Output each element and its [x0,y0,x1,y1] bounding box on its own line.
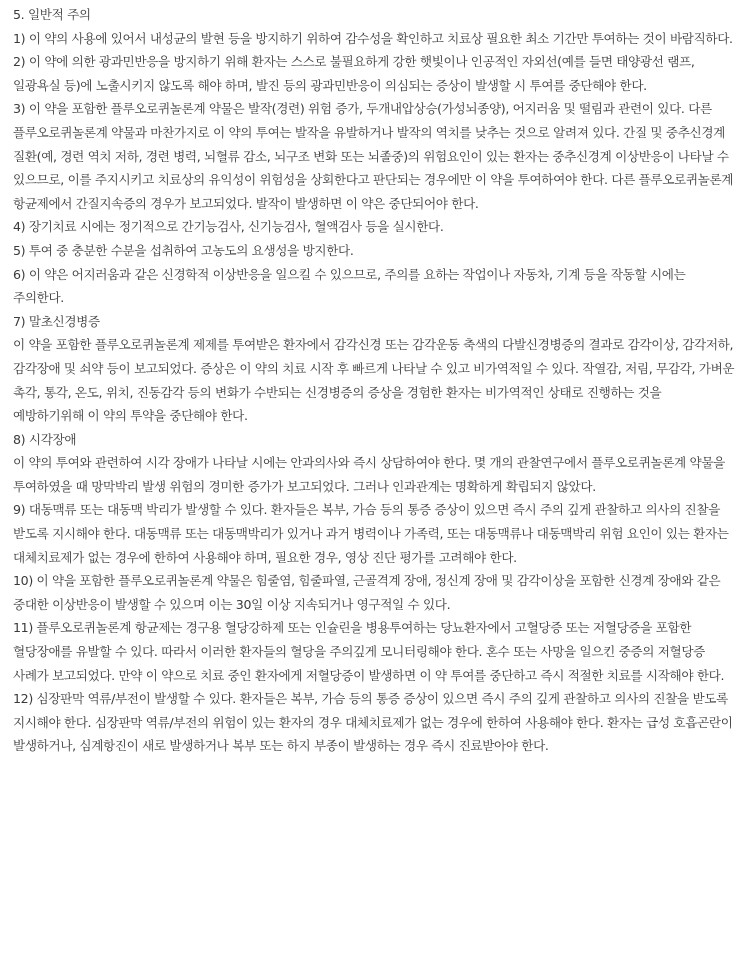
precaution-item-1: 1) 이 약의 사용에 있어서 내성균의 발현 등을 방지하기 위하여 감수성을 확인하고 치료상 필요한 최소 기간만 투여하는 것이 바람직하다. [13,30,733,46]
precaution-item-8-heading: 8) 시각장애 [13,431,77,447]
precaution-item-10: 10) 이 약을 포함한 플루오로퀴놀론계 약물은 힘줄염, 힘줄파열, 근골격계 장애, 정신계 장애 및 감각이상을 포함한 신경계 장애와 같은 중대한 이상반응이 발생할 수 있으며 이는 30일 이상 지속되거나 영구적일 수 있다. [13,573,721,612]
precaution-item-6: 6) 이 약은 어지러움과 같은 신경학적 이상반응을 일으킬 수 있으므로, 주의를 요하는 작업이나 자동차, 기계 등을 작동할 시에는 주의한다. [13,266,686,306]
precaution-item-7-body: 이 약을 포함한 플루오로퀴놀론계 제제를 투여받은 환자에서 감각신경 또는 감각운동 축색의 다발신경병증의 결과로 감각이상, 감각저하, 감각장애 및 쇠약 등이 보고되었다. 증상은 이 약의 치료 시작 후 빠르게 나타날 수 있고 비가역적일 수 있다. 작열감, 저림, 무감각, 가벼운 촉각, 통각, 온도, 위치, 진동감각 등의 변화가 수반되는 신경병증의 증상을 경험한 환자는 비가역적인 상태로 진행하는 것을 예방하기위해 이 약의 투약을 중단해야 한다. [13,337,735,424]
precaution-item-2: 2) 이 약에 의한 광과민반응을 방지하기 위해 환자는 스스로 불필요하게 강한 햇빛이나 인공적인 자외선(예를 들면 태양광선 램프, 일광욕실 등)에 노출시키지 않도록 해야 하며, 발진 등의 광과민반응이 의심되는 증상이 발생할 시 투여를 중단해야 한다. [13,54,695,93]
precaution-item-7-heading: 7) 말초신경병증 [13,313,100,329]
precaution-item-8-body: 이 약의 투여와 관련하여 시각 장애가 나타날 시에는 안과의사와 즉시 상담하여야 한다. 몇 개의 관찰연구에서 플루오로퀴놀론계 약물을 투여하였을 때 망막박리 발생 위험의 경미한 증가가 보고되었다. 그러나 인과관계는 명확하게 확립되지 않았다. [13,455,725,494]
precaution-item-12: 12) 심장판막 역류/부전이 발생할 수 있다. 환자들은 복부, 가슴 등의 통증 증상이 있으면 즉시 주의 깊게 관찰하고 의사의 진찰을 받도록 지시해야 한다. 심장판막 역류/부전의 위험이 있는 환자의 경우 대체치료제가 없는 경우에 한하여 사용해야 한다. 환자는 급성 호흡곤란이 발생하거나, 심계항진이 새로 발생하거나 복부 또는 하지 부종이 발생하는 경우 즉시 진료받아야 한다. [13,691,733,754]
precaution-item-11: 11) 플루오로퀴놀론계 항균제는 경구용 혈당강하제 또는 인슐린을 병용투여하는 당뇨환자에서 고혈당증 또는 저혈당증을 포함한 혈당장애를 유발할 수 있다. 따라서 이러한 환자들의 혈당을 주의깊게 모니터링해야 한다. 혼수 또는 사망을 일으킨 중증의 저혈당증 사례가 보고되었다. 만약 이 약으로 치료 중인 환자에게 저혈당증이 발생하면 이 약 투여를 중단하고 즉시 적절한 치료를 시작해야 한다. [13,620,725,683]
precaution-item-3: 3) 이 약을 포함한 플루오로퀴놀론계 약물은 발작(경련) 위험 증가, 두개내압상승(가성뇌종양), 어지러움 및 떨림과 관련이 있다. 다른 플루오로퀴놀론계 약물과 마찬가지로 이 약의 투여는 발작을 유발하거나 발작의 역치를 낮추는 것으로 알려져 있다. 간질 및 중추신경계 질환(예, 경련 역치 저하, 경련 병력, 뇌혈류 감소, 뇌구조 변화 또는 뇌졸중)의 위험요인이 있는 환자는 중추신경계 이상반응이 나타날 수 있으므로, 이를 주지시키고 치료상의 유익성이 위험성을 상회한다고 판단되는 경우에만 이 약을 투여하여야 한다. 다른 플루오로퀴놀론계 항균제에서 간질지속증의 경우가 보고되었다. 발작이 발생하면 이 약은 중단되어야 한다. [13,101,734,211]
precaution-item-9: 9) 대동맥류 또는 대동맥 박리가 발생할 수 있다. 환자들은 복부, 가슴 등의 통증 증상이 있으면 즉시 주의 깊게 관찰하고 의사의 진찰을 받도록 지시해야 한다. 대동맥류 또는 대동맥박리가 있거나 과거 병력이나 가족력, 또는 대동맥류나 대동맥박리 위험 요인이 있는 환자는 대체치료제가 없는 경우에 한하여 사용해야 하며, 필요한 경우, 영상 진단 평가를 고려해야 한다. [13,502,729,565]
section-title: 5. 일반적 주의 [13,7,91,22]
precaution-item-5: 5) 투여 중 충분한 수분을 섭취하여 고농도의 요생성을 방지한다. [13,242,354,258]
precaution-item-4: 4) 장기치료 시에는 정기적으로 간기능검사, 신기능검사, 혈액검사 등을 실시한다. [13,219,444,235]
